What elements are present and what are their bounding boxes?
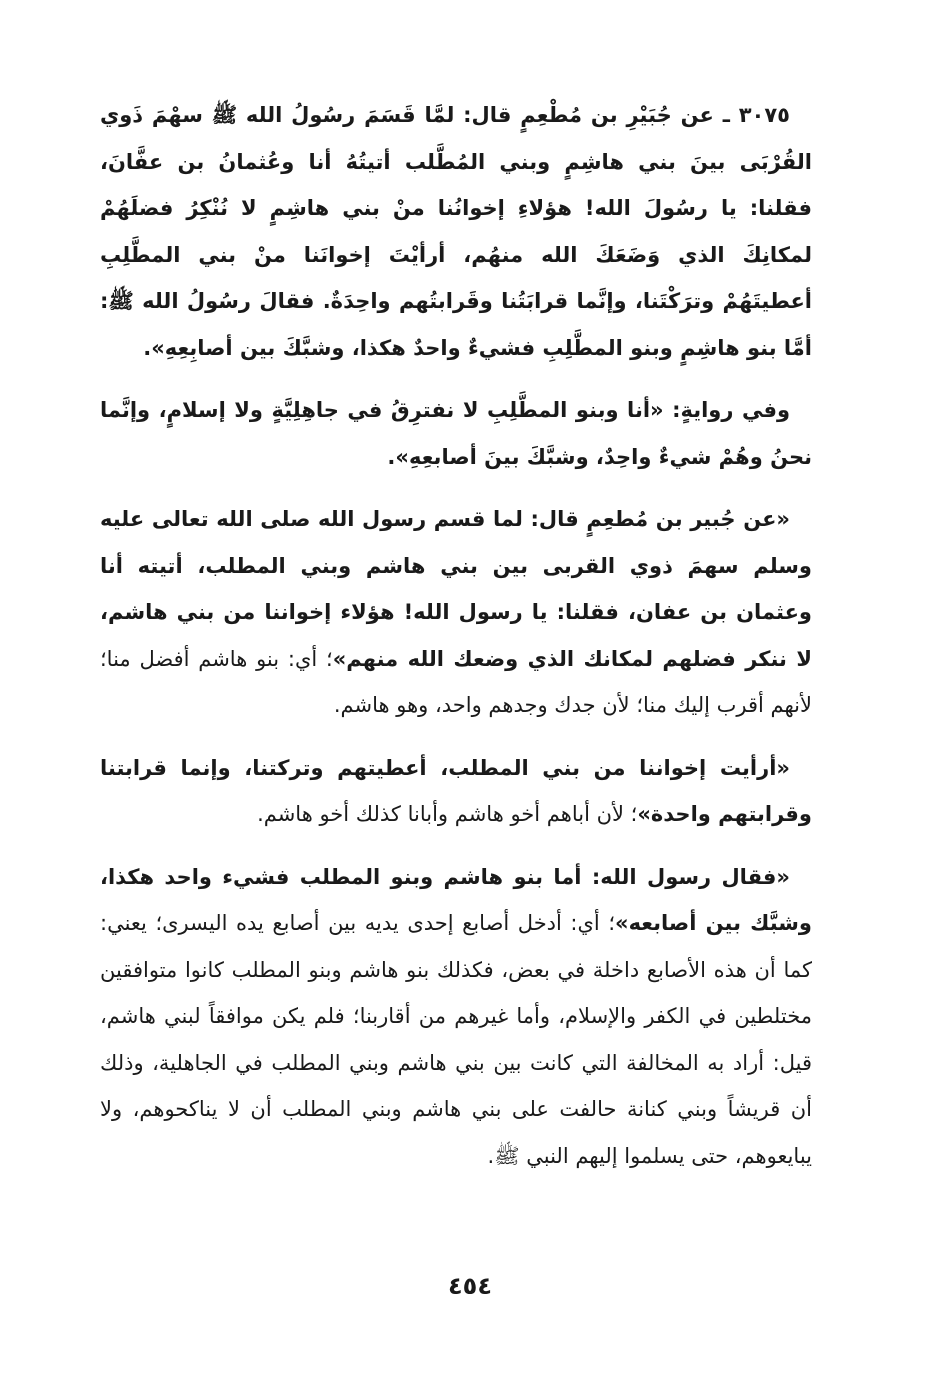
riwaya-paragraph [100, 387, 812, 480]
page-number: ٤٥٤ [448, 1272, 492, 1300]
hadith-number: ٣٠٧٥ [738, 103, 790, 127]
hadith-paragraph [100, 92, 812, 371]
commentary-quote: «أرأيت إخواننا من بني المطلب، أعطيتهم وتركتنا، وإنما قرابتنا وقرابتهم واحدة» [100, 755, 812, 826]
commentary-quote: «عن جُبير بن مُطعِمٍ قال: لما قسم رسول الله صلى الله تعالى عليه وسلم سهمَ ذوي القربى بين بني هاشم وبني المطلب، أتيته أنا وعثمان بن عفان، فقلنا: يا رسول الله! هؤلاء إخواننا من بني هاشم، لا ننكر فضلهم لمكانك الذي وضعك الله منهم» [100, 507, 812, 671]
commentary-quote: «فقال رسول الله: أما بنو هاشم وبنو المطلب فشيء واحد هكذا، وشبَّك بين أصابعه» [100, 864, 812, 935]
hadith-separator: ـ [713, 103, 739, 127]
commentary-paragraph [100, 745, 812, 838]
hadith-text: عن جُبَيْرِ بن مُطْعِمٍ قال: لمَّا قَسَمَ رسُولُ الله ﷺ سهْمَ ذَوي القُرْبَى بينَ بني هاشِمٍ وبني المُطَّلب أتيتُهُ أنا وعُثمانُ بن عفَّانَ، فقلنا: يا رسُولَ الله! هؤلاءِ إخوانُنا منْ بني هاشِمٍ لا نُنْكِرُ فضلَهُمْ لمكانِكَ الذي وَضَعَكَ الله منهُم، أرأيْتَ إخوانَنا منْ بني المطَّلِبِ أعطيتَهُمْ وترَكْتَنا، وإنَّما قرابَتُنا وقَرابتُهم واحِدَةٌ. فقالَ رسُولُ الله ﷺ: أمَّا بنو هاشِمٍ وبنو المطَّلِبِ فشيءٌ واحدٌ هكذا، وشبَّكَ بين أصابِعِهِ». [100, 103, 812, 360]
page-body [100, 92, 812, 1195]
commentary-explanation: ؛ لأن أباهم أخو هاشم وأبانا كذلك أخو هاشم. [257, 802, 638, 826]
commentary-explanation: ؛ أي: أدخل أصابع إحدى يديه بين أصابع يده اليسرى؛ يعني: كما أن هذه الأصابع داخلة في بعض، فكذلك بنو هاشم وبنو المطلب كانوا متوافقين مختلطين في الكفر والإسلام، وأما غيرهم من أقاربنا؛ فلم يكن موافقاً لبني هاشم، قيل: أراد به المخالفة التي كانت بين بني هاشم وبني المطلب في الجاهلية، وذلك أن قريشاً وبني كنانة حالفت على بني هاشم وبني المطلب أن لا يناكحوهم، ولا يبايعوهم، حتى يسلموا إليهم النبي ﷺ. [100, 911, 812, 1168]
commentary-paragraph [100, 854, 812, 1180]
riwaya-text: وفي روايةٍ: «أنا وبنو المطَّلِبِ لا نفترِقُ في جاهِلِيَّةٍ ولا إسلامٍ، وإنَّما نحنُ وهُمْ شيءٌ واحِدٌ، وشبَّكَ بينَ أصابعِهِ». [100, 398, 812, 469]
commentary-explanation: ؛ أي: بنو هاشم أفضل منا؛ لأنهم أقرب إليك منا؛ لأن جدك وجدهم واحد، وهو هاشم. [100, 646, 812, 717]
commentary-paragraph [100, 496, 812, 729]
